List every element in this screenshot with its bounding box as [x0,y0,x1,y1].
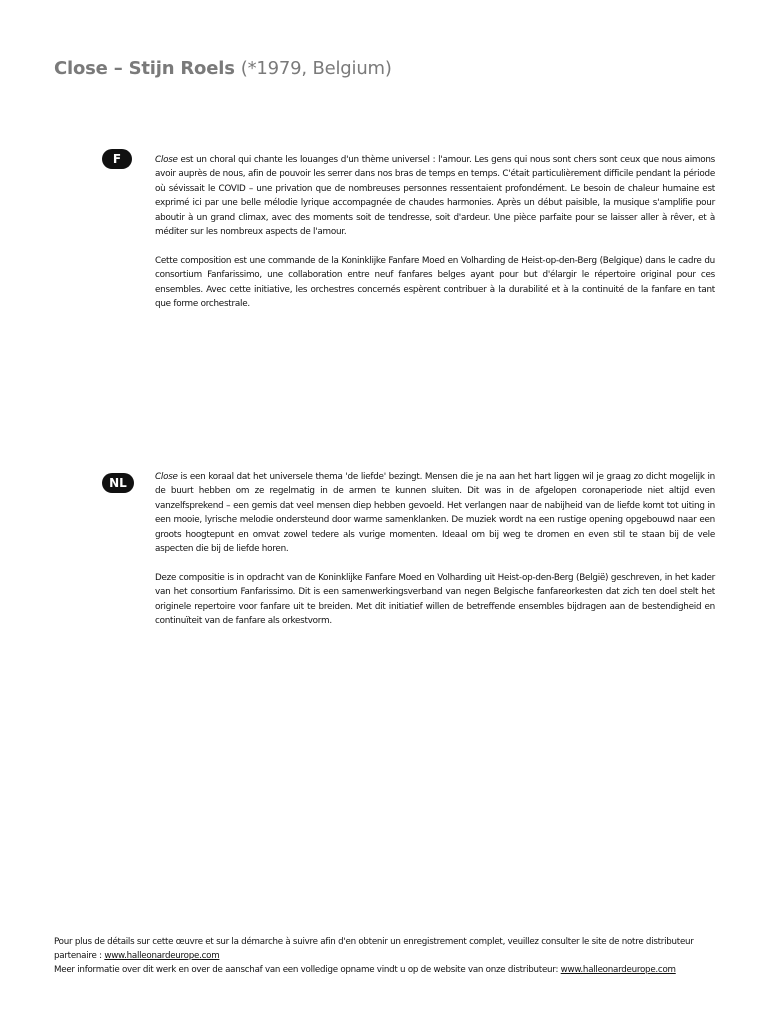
title-subtitle: (*1979, Belgium) [240,58,392,79]
distributor-link-french[interactable]: www.halleonardeurope.com [104,951,220,961]
footer-dutch-text: Meer informatie over dit werk en over de aanschaf van een volledige opname vindt u op de website van onze distributeur: [54,965,561,975]
footer-french [54,935,716,963]
french-paragraph-2: Cette composition est une commande de la Koninklijke Fanfare Moed en Volharding de Heist-op-den-Berg (Belgique) dans le cadre du consortium Fanfarissimo, une collaboration entre neuf fanfares belges ayant pour but d'élargir le répertoire original pour ces ensembles. Avec cette initiative, les orchestres concernés espèrent contribuer à la durabilité et à la continuité de la fanfare en tant que forme orchestrale. [155,255,715,310]
footer-french-text: Pour plus de détails sur cette œuvre et sur la démarche à suivre afin d'en obtenir un enregistrement complet, veuillez consulter le site de notre distributeur partenaire : [54,937,694,961]
dutch-paragraph-2: Deze compositie is in opdracht van de Koninklijke Fanfare Moed en Volharding uit Heist-op-den-Berg (België) geschreven, in het kader van het consortium Fanfarissimo. Dit is een samenwerkingsverband van negen Belgische fanfareorkesten dat zich ten doel stelt het originele repertoire voor fanfare uit te breiden. Met dit initiatief willen de betreffende ensembles bijdragen aan de bestendigheid en continuïteit van de fanfare als orkestvorm. [155,572,715,627]
french-section [155,153,715,326]
footer-dutch [54,963,716,977]
page-title [54,58,392,79]
french-paragraph-1 [155,153,715,239]
work-title-italic: Close [155,472,178,482]
dutch-section [155,470,715,643]
title-main: Close – Stijn Roels [54,58,235,79]
dutch-paragraph-1 [155,470,715,556]
distributor-link-dutch[interactable]: www.halleonardeurope.com [560,965,676,975]
language-badge-french: F [102,149,132,169]
french-paragraph-1-text: est un choral qui chante les louanges d'un thème universel : l'amour. Les gens qui nous sont chers sont ceux que nous aimons avoir auprès de nous, afin de pouvoir les serrer dans nos bras de temps en temps. C'était particulièrement difficile pendant la période où sévissait le COVID – une privation que de nombreuses personnes ressentaient profondément. Le besoin de chaleur humaine est exprimé ici par une belle mélodie lyrique accompagnée de chaudes harmonies. Après un début paisible, la musique s'amplifie pour aboutir à un grand climax, avec des moments soit de tendresse, soit d'ardeur. Une pièce parfaite pour se laisser aller à rêver, et à méditer sur les nombreux aspects de l'amour. [155,155,715,238]
dutch-paragraph-1-text: is een koraal dat het universele thema 'de liefde' bezingt. Mensen die je na aan het hart liggen wil je graag zo dicht mogelijk in de buurt hebben om ze regelmatig in de armen te kunnen sluiten. Dit was in de afgelopen coronaperiode niet altijd even vanzelfsprekend – een gemis dat veel mensen diep hebben gevoeld. Het verlangen naar de nabijheid van de liefde komt tot uiting in een mooie, lyrische melodie ondersteund door warme samenklanken. De muziek wordt na een rustige opening opgebouwd naar een groots hoogtepunt en omvat zowel tedere als vurige momenten. Ideaal om bij weg te dromen en even stil te staan bij de vele aspecten die bij de liefde horen. [155,472,715,555]
language-badge-dutch: NL [102,473,134,493]
footer [54,935,716,977]
work-title-italic: Close [155,155,178,165]
